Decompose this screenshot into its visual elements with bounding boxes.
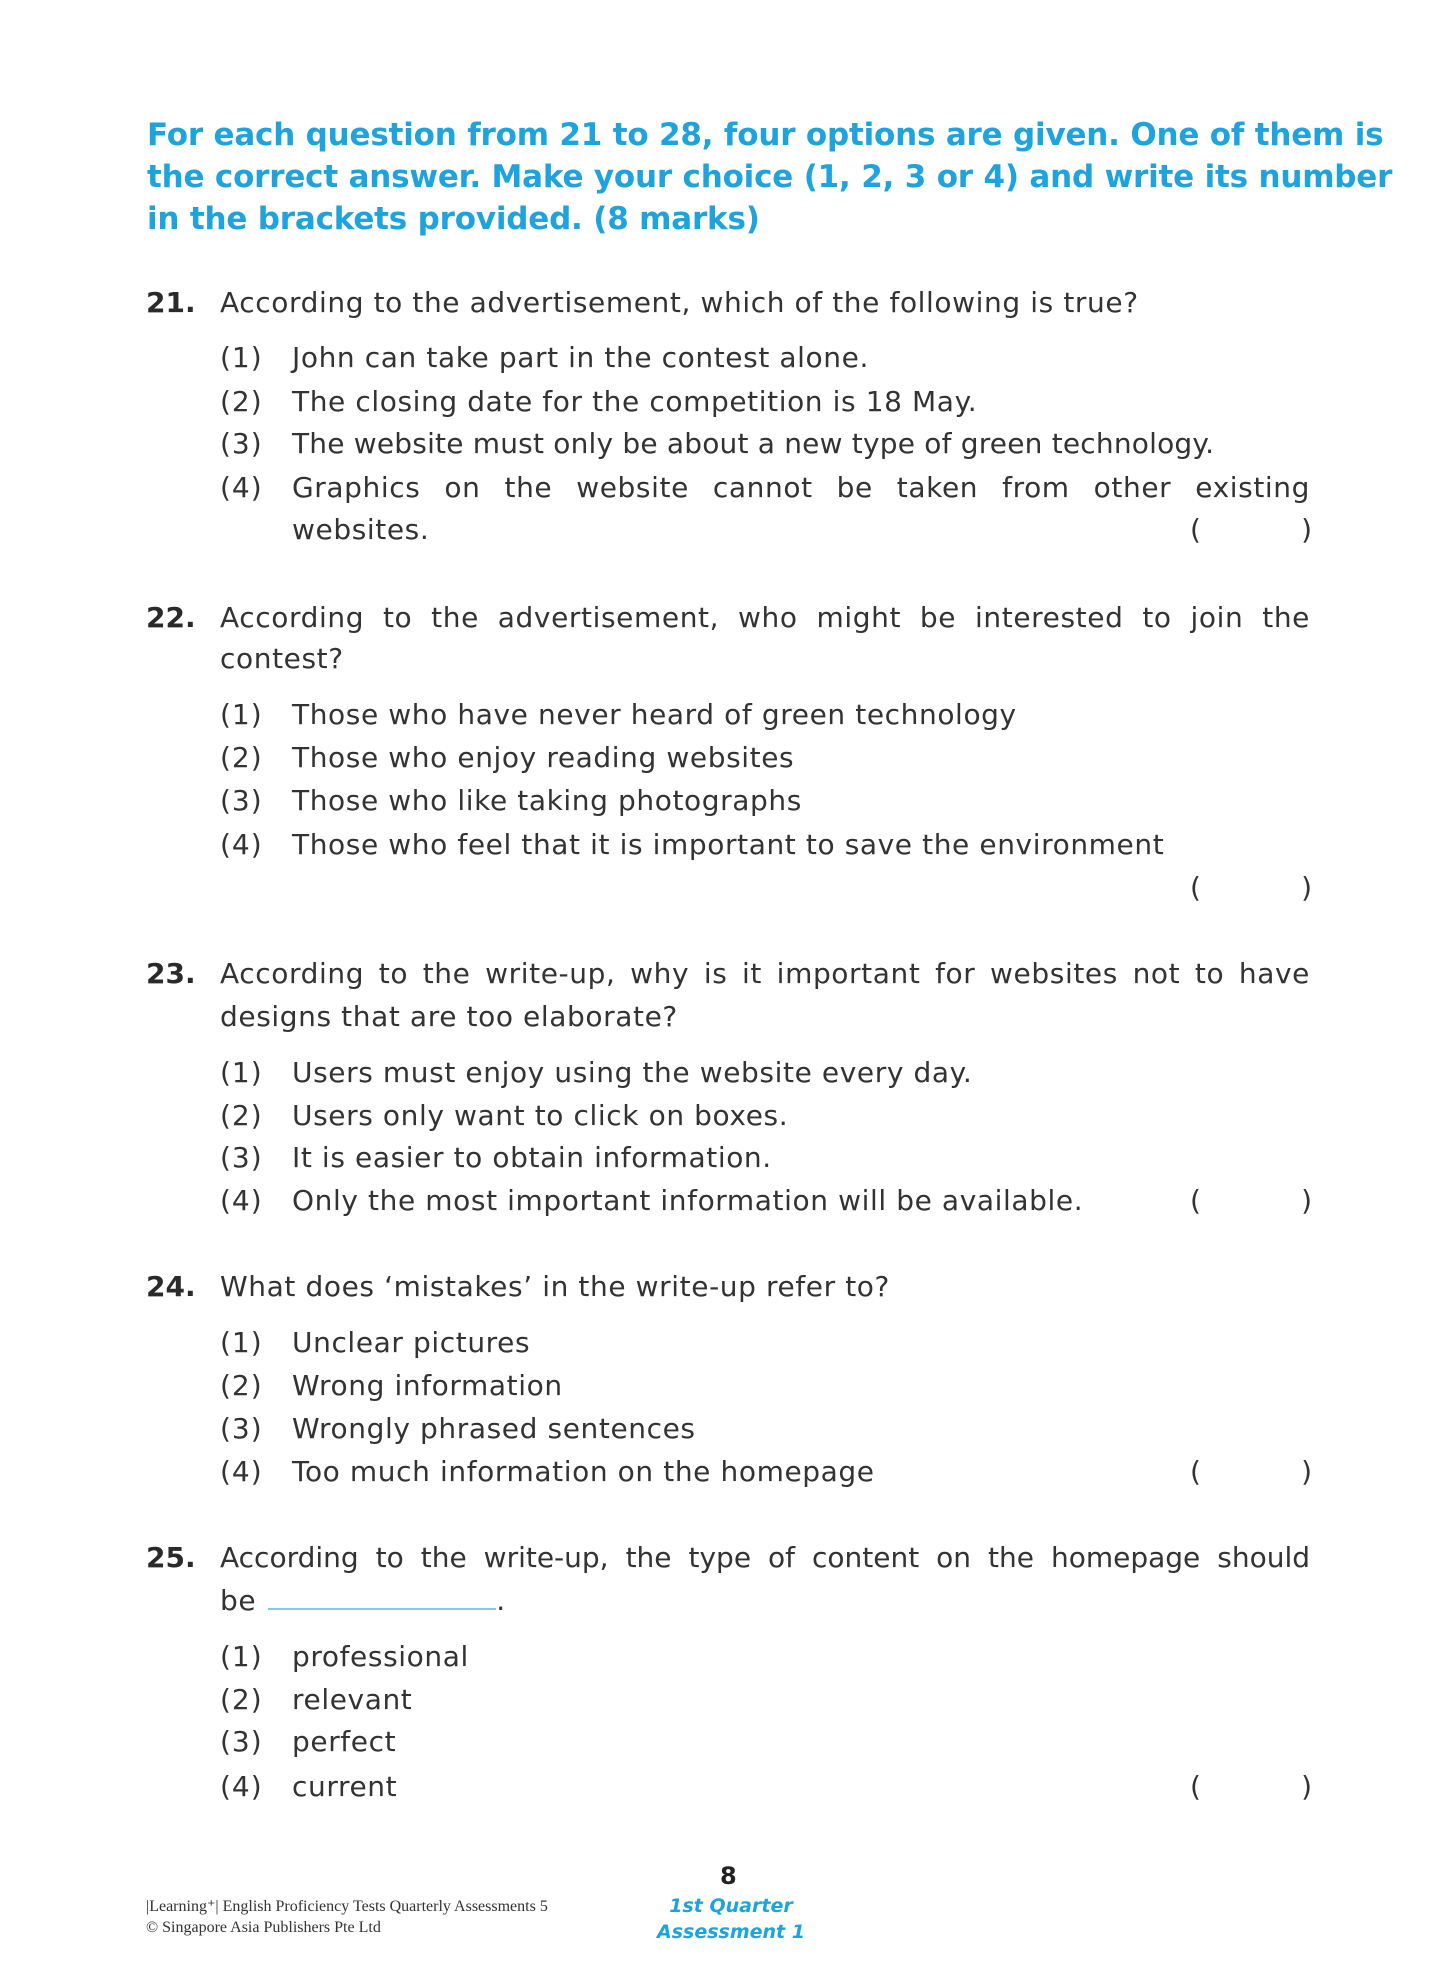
question-text: According to the write-up, the type of content on the homepage should (220, 1541, 1310, 1574)
question-text-continued: be . (220, 1584, 506, 1617)
instructions-line: For each question from 21 to 28, four options are given. One of them is (147, 117, 1384, 153)
option-number: (2) (220, 1369, 263, 1402)
option-number: (3) (220, 1412, 263, 1445)
question-number: 23. (146, 957, 196, 990)
option-text: The closing date for the competition is 18 May. (292, 385, 978, 418)
question-number: 24. (146, 1270, 196, 1303)
option-text: John can take part in the contest alone. (292, 341, 869, 374)
option-text: Wrongly phrased sentences (292, 1412, 696, 1445)
question-number: 22. (146, 601, 196, 634)
option-text-continued: websites. (292, 513, 430, 546)
section-label: 1st Quarter Assessment 1 (657, 1895, 805, 1943)
question-text-continued: contest? (220, 642, 344, 675)
option-number: (1) (220, 1326, 263, 1359)
option-text: Wrong information (292, 1369, 563, 1402)
option-number: (3) (220, 784, 263, 817)
book-title: |Learning⁺| English Proficiency Tests Quarterly Assessments 5 (146, 1898, 548, 1915)
option-text: professional (292, 1640, 469, 1673)
option-number: (3) (220, 1141, 263, 1174)
option-number: (4) (220, 1770, 263, 1803)
option-number: (2) (220, 1683, 263, 1716)
option-text: Those who feel that it is important to save the environment (292, 828, 1165, 861)
question-text: According to the write-up, why is it important for websites not to have (220, 957, 1310, 990)
option-text: perfect (292, 1725, 397, 1758)
instructions-line: the correct answer. Make your choice (1, 2, 3 or 4) and write its number (147, 159, 1393, 195)
option-number: (4) (220, 1455, 263, 1488)
option-text: It is easier to obtain information. (292, 1141, 772, 1174)
option-number: (1) (220, 1640, 263, 1673)
question-text-continued: designs that are too elaborate? (220, 1000, 678, 1033)
option-text: Graphics on the website cannot be taken from other existing (292, 471, 1310, 504)
option-number: (1) (220, 1056, 263, 1089)
question-text: According to the advertisement, which of the following is true? (220, 286, 1139, 319)
option-number: (1) (220, 698, 263, 731)
option-number: (2) (220, 741, 263, 774)
question-number: 25. (146, 1541, 196, 1574)
option-text: Too much information on the homepage (292, 1455, 875, 1488)
fill-in-blank[interactable] (268, 1607, 496, 1610)
option-text: Users must enjoy using the website every day. (292, 1056, 973, 1089)
footer-credits (146, 1896, 548, 1938)
option-number: (4) (220, 828, 263, 861)
option-number: (2) (220, 1099, 263, 1132)
option-number: (3) (220, 427, 263, 460)
page-number: 8 (720, 1862, 737, 1890)
option-number: (4) (220, 471, 263, 504)
option-text: relevant (292, 1683, 413, 1716)
option-text: The website must only be about a new type of green technology. (292, 427, 1215, 460)
option-number: (3) (220, 1725, 263, 1758)
option-text: Those who like taking photographs (292, 784, 802, 817)
option-text: Those who have never heard of green technology (292, 698, 1017, 731)
option-number: (4) (220, 1184, 263, 1217)
option-text: Those who enjoy reading websites (292, 741, 795, 774)
instructions-line: in the brackets provided. (8 marks) (147, 201, 760, 237)
copyright: © Singapore Asia Publishers Pte Ltd (146, 1919, 381, 1936)
question-text: According to the advertisement, who might be interested to join the (220, 601, 1310, 634)
worksheet-page: For each question from 21 to 28, four options are given. One of them is the correct answer. Make your choice (1, 2, 3 or 4) and write its number in the brackets provided. (8 marks) 21. According to the advertisement, which of the following is true? (1) John can take part in the contest alone. (2) The closing date for the competition is 18 May. (3) The website must only be about a new type of green technology. (4) Graphics on the website cannot be taken from other existing websites. ( ) 22. According to the advertisement, who might be interested to join the contest? (1) Those who have never heard of green technology (2) Those who enjoy reading websites (3) Those who like taking photographs (4) Those who feel that it is important to save the environment ( ) 23. According to the write-up, why is it important for websites not to have designs that are too elaborate? (1) Users must enjoy using the website every day. (2) Users only want to click on boxes. (3) It is easier to obtain information. (4) Only the most important information will be available. ( ) 24. What does ‘mistakes’ in the write-up refer to? (1) Unclear pictures (2) Wrong information (3) Wrongly phrased sentences (4) Too much information on the homepage ( ) 25. According to the write-up, the type of content on the homepage should be . (1) professional (2) relevant (3) perfect (4) current ( ) |Learning⁺| English Proficiency Tests Quarterly Assessments 5 © Singapore Asia Publishers Pte Ltd 8 1st Quarter Assessment 1 (0, 0, 1445, 1974)
option-text: Only the most important information will be available. (292, 1184, 1084, 1217)
option-number: (1) (220, 341, 263, 374)
instructions (147, 114, 1393, 240)
option-text: Users only want to click on boxes. (292, 1099, 789, 1132)
question-text: What does ‘mistakes’ in the write-up refer to? (220, 1270, 890, 1303)
question-number: 21. (146, 286, 196, 319)
option-text: current (292, 1770, 398, 1803)
option-number: (2) (220, 385, 263, 418)
option-text: Unclear pictures (292, 1326, 531, 1359)
